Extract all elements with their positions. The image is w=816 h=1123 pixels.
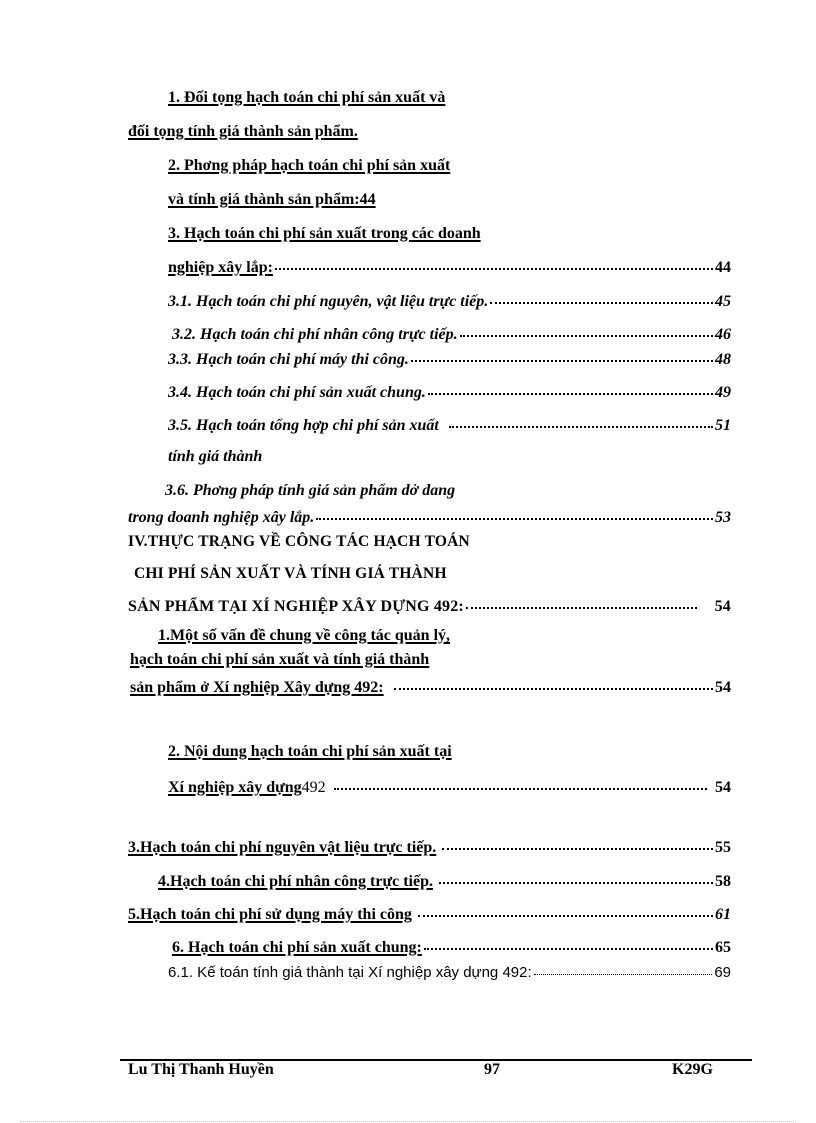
dot-leader [334,776,707,790]
toc-entry-3-3-page: 48 [715,351,731,368]
toc-entry-3-5 [168,414,731,436]
footer-page-number: 97 [484,1061,500,1078]
section-iv-heading-line-2: CHI PHÍ SẢN XUẤT VÀ TÍNH GIÁ THÀNH [134,565,447,582]
toc-item-3 [128,836,731,858]
footer-class-code: K29G [672,1061,713,1078]
dot-leader [394,676,713,690]
toc-entry-3-line-2 [168,256,731,278]
section-iv-heading-line-1: IV.THỰC TRẠNG VỀ CÔNG TÁC HẠCH TOÁN [128,533,470,550]
toc-item-5-page: 61 [715,906,731,923]
dot-leader [275,256,713,270]
toc-item-2-title-number: 492 [301,779,326,796]
toc-entry-3-line-1: 3. Hạch toán chi phí sản xuất trong các doanh [168,225,481,242]
toc-item-6-1-title: 6.1. Kế toán tính giá thành tại Xí nghiệp xây dựng 492: [168,964,532,981]
dot-leader [428,381,713,395]
toc-entry-3-2-page: 46 [715,326,731,343]
toc-entry-1-line-1: 1. Đối tọng hạch toán chi phí sản xuất và [168,89,446,106]
toc-entry-3-2 [172,323,731,345]
section-iv-heading-line-3 [128,595,731,617]
toc-item-5 [128,903,731,925]
toc-entry-3-6-line-2 [128,506,731,528]
page-bottom-border [20,1121,796,1122]
dot-leader [411,348,713,362]
toc-item-6-page: 65 [715,939,731,956]
toc-entry-3-3-title: 3.3. Hạch toán chi phí máy thi công. [168,351,409,368]
dot-leader [439,870,713,884]
toc-entry-3-5-line-2: tính giá thành [168,448,263,465]
toc-item-1-page: 54 [715,679,731,696]
toc-entry-3-6-page: 53 [715,509,731,526]
dot-leader [449,414,713,428]
toc-entry-3-title: nghiệp xây lắp: [168,259,273,276]
toc-entry-3-5-title: 3.5. Hạch toán tổng hợp chi phí sản xuất [168,417,439,434]
toc-item-2-title: Xí nghiệp xây dựng [168,779,302,796]
toc-entry-2-line-1: 2. Phơng pháp hạch toán chi phí sản xuất [168,157,451,174]
toc-entry-2-line-2: và tính giá thành sản phẩm:44 [168,191,376,208]
dot-leader [316,506,713,520]
toc-item-3-title: 3.Hạch toán chi phí nguyên vật liệu trực tiếp. [128,839,437,856]
footer-author: Lu Thị Thanh Huyền [128,1061,274,1078]
toc-item-1-line-2: hạch toán chi phí sản xuất và tính giá thành [130,651,430,668]
toc-entry-3-page: 44 [715,259,731,276]
toc-item-6-title: 6. Hạch toán chi phí sản xuất chung: [172,939,422,956]
toc-entry-3-1-page: 45 [715,293,731,310]
toc-entry-3-6-line-1: 3.6. Phơng pháp tính giá sản phẩm dở dang [165,482,456,499]
toc-entry-1-line-2: đối tọng tính giá thành sản phẩm. [128,123,358,140]
toc-item-4-page: 58 [715,873,731,890]
toc-entry-3-4 [168,381,731,403]
dot-leader [418,903,713,917]
toc-item-2-page: 54 [715,779,731,796]
section-iv-title: SẢN PHẨM TẠI XÍ NGHIỆP XÂY DỰNG 492: [128,598,464,615]
dot-leader [442,836,713,850]
dot-leader [466,595,697,609]
dot-leader [490,290,713,304]
toc-item-6-1 [168,962,731,983]
toc-entry-3-5-page: 51 [715,417,731,434]
toc-item-1-line-1: 1.Một số vấn đề chung về công tác quản lý, [158,627,451,644]
toc-item-6-1-page: 69 [714,964,731,981]
toc-item-2-line-1: 2. Nội dung hạch toán chi phí sản xuất tại [168,743,452,760]
section-iv-page: 54 [714,598,731,615]
toc-item-4 [158,870,731,892]
toc-entry-3-4-page: 49 [715,384,731,401]
dot-leader [424,936,713,950]
dot-leader [534,962,713,975]
toc-item-3-page: 55 [715,839,731,856]
toc-entry-3-3 [168,348,731,370]
toc-item-2-line-2 [168,776,731,798]
toc-entry-3-1-title: 3.1. Hạch toán chi phí nguyên, vật liệu trực tiếp. [168,293,489,310]
toc-item-4-title: 4.Hạch toán chi phí nhân công trực tiếp. [158,873,433,890]
toc-item-1-title: sản phẩm ở Xí nghiệp Xây dựng 492: [130,679,384,696]
toc-item-6 [172,936,731,958]
toc-item-5-title: 5.Hạch toán chi phí sử dụng máy thi công [128,906,412,923]
toc-entry-3-4-title: 3.4. Hạch toán chi phí sản xuất chung. [168,384,426,401]
toc-item-1-line-3 [130,676,731,698]
toc-entry-3-2-title: 3.2. Hạch toán chi phí nhân công trực tiếp. [172,326,458,343]
toc-entry-3-1 [168,290,731,312]
dot-leader [460,323,713,337]
toc-entry-3-6-title: trong doanh nghiệp xây lắp. [128,509,315,526]
